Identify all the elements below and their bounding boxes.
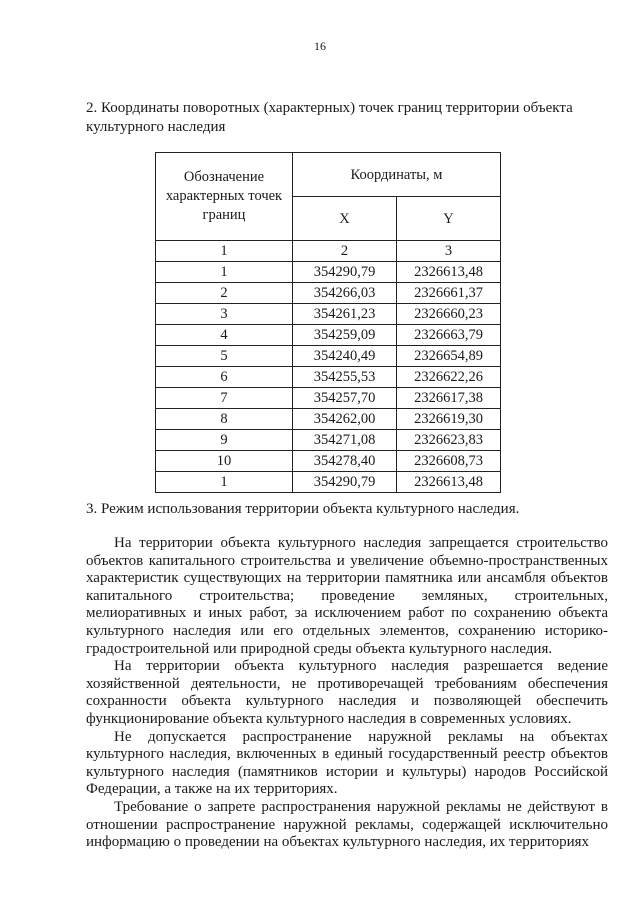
table-header-row xyxy=(156,153,501,197)
table-row xyxy=(156,304,501,325)
x-coordinate: 354278,40 xyxy=(293,451,397,472)
y-coordinate: 2326622,26 xyxy=(397,367,501,388)
x-coordinate: 354255,53 xyxy=(293,367,397,388)
column-number-row xyxy=(156,241,501,262)
x-coordinate: 354259,09 xyxy=(293,325,397,346)
table-row xyxy=(156,262,501,283)
x-coordinate: 354290,79 xyxy=(293,472,397,493)
paragraph: На территории объекта культурного наследия запрещается строительство объектов капитального строительства и увеличение объемно-пространственных характеристик существующих на территории памятника или ансамбля объектов капитального строительства; проведение земляных, строительных, мелиоративных и иных работ, за исключением работ по сохранению объекта культурного наследия или его отдельных элементов, сохранению историко-градостроительной или природной среды объекта культурного наследия. xyxy=(86,535,608,657)
x-coordinate: 354261,23 xyxy=(293,304,397,325)
point-number: 3 xyxy=(156,304,293,325)
x-coordinate: 354257,70 xyxy=(293,388,397,409)
section-2-heading: 2. Координаты поворотных (характерных) точек границ территории объекта культурного наследия xyxy=(86,100,573,135)
y-coordinate: 2326663,79 xyxy=(397,325,501,346)
point-number: 2 xyxy=(156,283,293,304)
column-number: 1 xyxy=(156,241,293,262)
y-coordinate: 2326617,38 xyxy=(397,388,501,409)
point-number: 4 xyxy=(156,325,293,346)
y-coordinate: 2326623,83 xyxy=(397,430,501,451)
point-number: 10 xyxy=(156,451,293,472)
point-number: 1 xyxy=(156,472,293,493)
header-x: X xyxy=(293,197,397,241)
point-number: 1 xyxy=(156,262,293,283)
paragraph: Требование о запрете распространения наружной рекламы не действуют в отношении распространение наружной рекламы, содержащей исключительно информацию о проведении на объектах культурного наследия, их территориях xyxy=(86,798,608,851)
y-coordinate: 2326654,89 xyxy=(397,346,501,367)
table-row xyxy=(156,472,501,493)
point-number: 9 xyxy=(156,430,293,451)
page-number: 16 xyxy=(314,39,326,53)
header-y: Y xyxy=(397,197,501,241)
point-number: 7 xyxy=(156,388,293,409)
y-coordinate: 2326608,73 xyxy=(397,451,501,472)
section-3-heading: 3. Режим использования территории объекта культурного наследия. xyxy=(86,501,520,517)
table-row xyxy=(156,367,501,388)
table-row xyxy=(156,346,501,367)
column-number: 2 xyxy=(293,241,397,262)
x-coordinate: 354271,08 xyxy=(293,430,397,451)
table-row xyxy=(156,325,501,346)
x-coordinate: 354290,79 xyxy=(293,262,397,283)
paragraph: Не допускается распространение наружной рекламы на объектах культурного наследия, включенных в единый государственный реестр объектов культурного наследия (памятников истории и культуры) народов Российской Федерации, а также на их территориях. xyxy=(86,728,608,798)
y-coordinate: 2326619,30 xyxy=(397,409,501,430)
table-row xyxy=(156,409,501,430)
x-coordinate: 354262,00 xyxy=(293,409,397,430)
coordinates-table xyxy=(155,152,501,493)
section-3-body xyxy=(86,535,608,852)
y-coordinate: 2326660,23 xyxy=(397,304,501,325)
point-number: 8 xyxy=(156,409,293,430)
table-row xyxy=(156,388,501,409)
header-coordinates: Координаты, м xyxy=(293,153,501,197)
point-number: 5 xyxy=(156,346,293,367)
header-designation: Обозначение характерных точек границ xyxy=(156,153,293,241)
y-coordinate: 2326613,48 xyxy=(397,262,501,283)
y-coordinate: 2326661,37 xyxy=(397,283,501,304)
table-row xyxy=(156,451,501,472)
point-number: 6 xyxy=(156,367,293,388)
x-coordinate: 354240,49 xyxy=(293,346,397,367)
column-number: 3 xyxy=(397,241,501,262)
table-row xyxy=(156,283,501,304)
table-row xyxy=(156,430,501,451)
x-coordinate: 354266,03 xyxy=(293,283,397,304)
y-coordinate: 2326613,48 xyxy=(397,472,501,493)
paragraph: На территории объекта культурного наследия разрешается ведение хозяйственной деятельности, не противоречащей требованиям обеспечения сохранности объекта культурного наследия и позволяющей обеспечить функционирование объекта культурного наследия в современных условиях. xyxy=(86,658,608,727)
